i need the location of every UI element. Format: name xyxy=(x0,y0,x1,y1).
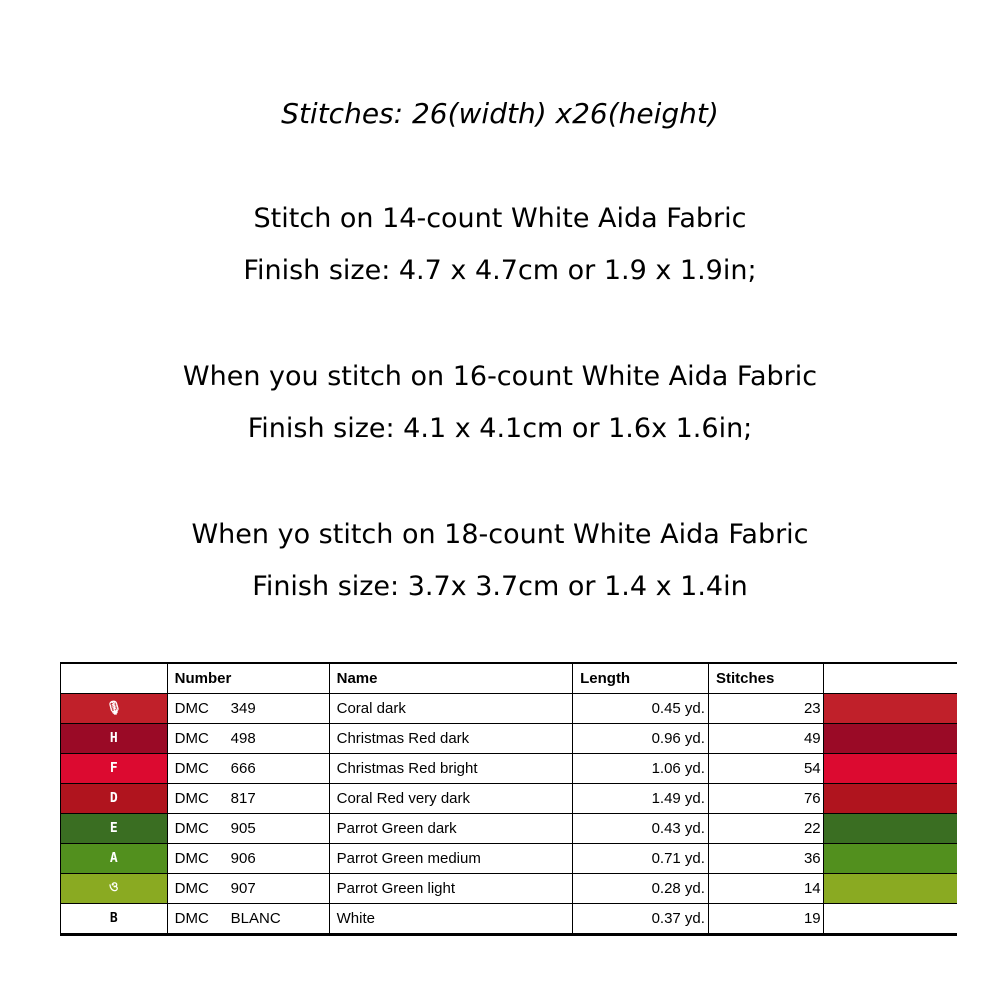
thread-legend-table xyxy=(60,662,957,936)
stitches-cell: 76 xyxy=(708,784,823,814)
name-cell: Parrot Green medium xyxy=(329,844,572,874)
thread-brand: DMC xyxy=(174,700,209,717)
table-row xyxy=(61,814,958,844)
stitches-cell: 14 xyxy=(708,874,823,904)
color-swatch xyxy=(823,844,957,874)
length-cell: 0.37 yd. xyxy=(573,904,709,935)
number-cell xyxy=(167,724,329,754)
thread-legend-body xyxy=(61,694,958,935)
symbol-cell: A xyxy=(61,844,168,874)
color-swatch xyxy=(823,724,957,754)
table-row xyxy=(61,904,958,935)
thread-brand: DMC xyxy=(174,880,209,897)
name-cell: Coral dark xyxy=(329,694,572,724)
stitches-cell: 19 xyxy=(708,904,823,935)
symbol-cell: E xyxy=(61,814,168,844)
stitches-cell: 54 xyxy=(708,754,823,784)
symbol-column-header xyxy=(61,663,168,694)
name-cell: Coral Red very dark xyxy=(329,784,572,814)
fabric-18-count-line: When yo stitch on 18-count White Aida Fabric xyxy=(191,519,809,550)
symbol-cell: B xyxy=(61,904,168,935)
name-cell: Christmas Red bright xyxy=(329,754,572,784)
stitches-cell: 36 xyxy=(708,844,823,874)
number-cell xyxy=(167,844,329,874)
name-column-header: Name xyxy=(329,663,572,694)
thread-code: 817 xyxy=(230,790,256,807)
symbol-cell: F xyxy=(61,754,168,784)
symbol-cell: 🎙 xyxy=(61,694,168,724)
name-cell: Parrot Green light xyxy=(329,874,572,904)
thread-code: 349 xyxy=(230,700,256,717)
number-cell xyxy=(167,904,329,935)
symbol-cell: H xyxy=(61,724,168,754)
thread-brand: DMC xyxy=(174,760,209,777)
length-cell: 0.45 yd. xyxy=(573,694,709,724)
color-swatch xyxy=(823,754,957,784)
length-cell: 1.49 yd. xyxy=(573,784,709,814)
stitches-cell: 23 xyxy=(708,694,823,724)
name-cell: Parrot Green dark xyxy=(329,814,572,844)
thread-code: BLANC xyxy=(230,910,281,927)
color-swatch xyxy=(823,874,957,904)
table-row xyxy=(61,784,958,814)
thread-code: 905 xyxy=(230,820,256,837)
table-header-row xyxy=(61,663,958,694)
thread-brand: DMC xyxy=(174,850,209,867)
thread-code: 498 xyxy=(230,730,256,747)
thread-code: 907 xyxy=(230,880,256,897)
color-swatch xyxy=(823,694,957,724)
number-cell xyxy=(167,784,329,814)
length-cell: 0.43 yd. xyxy=(573,814,709,844)
length-cell: 0.71 yd. xyxy=(573,844,709,874)
symbol-cell: ও xyxy=(61,874,168,904)
number-cell xyxy=(167,874,329,904)
table-row xyxy=(61,724,958,754)
length-cell: 0.28 yd. xyxy=(573,874,709,904)
number-cell xyxy=(167,754,329,784)
thread-brand: DMC xyxy=(174,730,209,747)
thread-brand: DMC xyxy=(174,790,209,807)
fabric-16-count-line: When you stitch on 16-count White Aida Fabric xyxy=(182,361,818,392)
table-row xyxy=(61,844,958,874)
symbol-cell: D xyxy=(61,784,168,814)
color-swatch xyxy=(823,904,957,935)
finish-size-18-line: Finish size: 3.7x 3.7cm or 1.4 x 1.4in xyxy=(252,571,748,602)
stitches-cell: 49 xyxy=(708,724,823,754)
table-row xyxy=(61,754,958,784)
table-row xyxy=(61,874,958,904)
length-cell: 0.96 yd. xyxy=(573,724,709,754)
color-swatch xyxy=(823,784,957,814)
thread-brand: DMC xyxy=(174,820,209,837)
fabric-14-count-line: Stitch on 14-count White Aida Fabric xyxy=(253,203,747,234)
stitches-column-header: Stitches xyxy=(708,663,823,694)
finish-size-16-line: Finish size: 4.1 x 4.1cm or 1.6x 1.6in; xyxy=(247,413,753,444)
finish-size-14-line: Finish size: 4.7 x 4.7cm or 1.9 x 1.9in; xyxy=(243,255,757,286)
number-column-header: Number xyxy=(167,663,329,694)
stitch-count-title: Stitches: 26(width) x26(height) xyxy=(281,97,719,130)
number-cell xyxy=(167,814,329,844)
swatch-column-header xyxy=(823,663,957,694)
name-cell: Christmas Red dark xyxy=(329,724,572,754)
length-cell: 1.06 yd. xyxy=(573,754,709,784)
thread-code: 906 xyxy=(230,850,256,867)
number-cell xyxy=(167,694,329,724)
length-column-header: Length xyxy=(573,663,709,694)
thread-brand: DMC xyxy=(174,910,209,927)
name-cell: White xyxy=(329,904,572,935)
stitches-cell: 22 xyxy=(708,814,823,844)
thread-code: 666 xyxy=(230,760,256,777)
color-swatch xyxy=(823,814,957,844)
table-row xyxy=(61,694,958,724)
